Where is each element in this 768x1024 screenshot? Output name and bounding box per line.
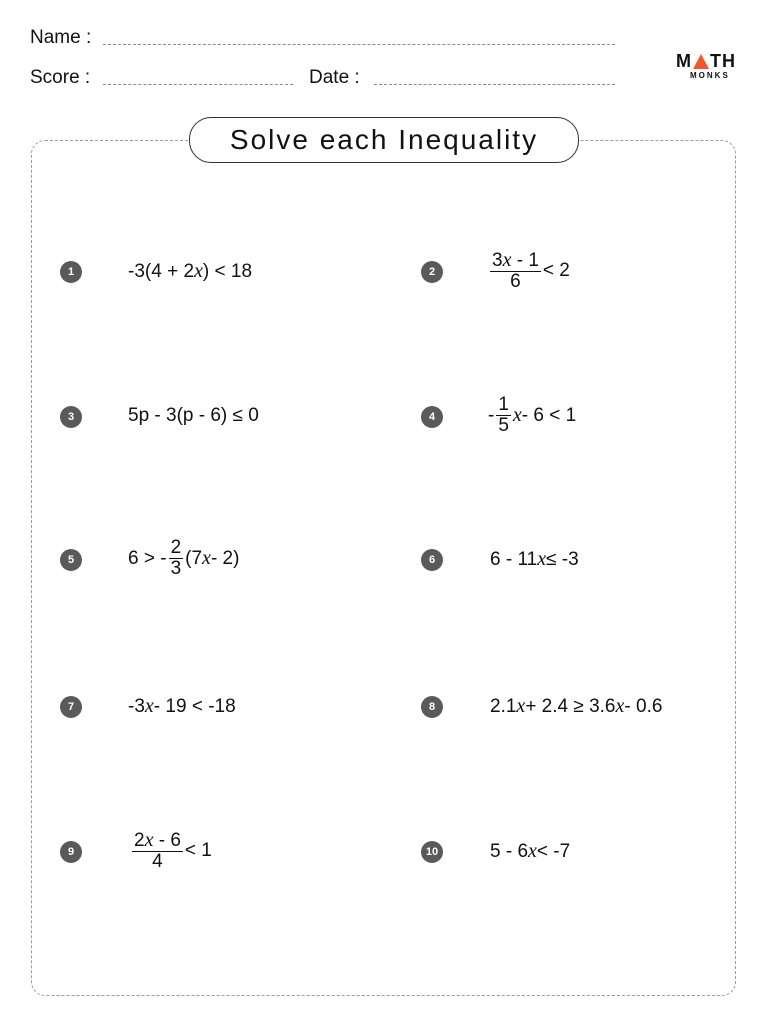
problem-5-expression: 6 > - $\frac{2}{3}$ (7 x - 2) (128, 537, 240, 579)
logo-letters-th: TH (710, 51, 736, 71)
problem-6-expression: 6 - 11 x ≤ -3 (490, 548, 579, 570)
date-label: Date : (309, 67, 360, 88)
problem-number: 10 (421, 841, 443, 863)
fraction: $\frac{2}{3}$ (170, 537, 182, 579)
problem-4-expression: - $\frac{1}{5}$ x - 6 < 1 (488, 394, 577, 436)
problem-3-expression: 5p - 3(p - 6) ≤ 0 (128, 405, 259, 426)
problem-8-expression: 2.1 x + 2.4 ≥ 3.6 x - 0.6 (490, 695, 663, 717)
problem-2-expression: $\frac{3x - 1}{6}$ < 2 (492, 249, 570, 292)
fraction: $\frac{2x - 6}{4}$ (134, 829, 181, 872)
fraction: $\frac{1}{5}$ (498, 394, 509, 436)
problem-number: 4 (421, 406, 443, 428)
problem-number: 9 (60, 841, 82, 863)
name-field[interactable] (103, 44, 615, 45)
fraction: $\frac{3x - 1}{6}$ (492, 249, 539, 292)
worksheet-title: Solve each Inequality (189, 117, 579, 163)
problem-10-expression: 5 - 6 x < -7 (490, 840, 571, 862)
problem-9-expression: $\frac{2x - 6}{4}$ < 1 (134, 829, 212, 872)
problem-number: 2 (421, 261, 443, 283)
problem-number: 7 (60, 696, 82, 718)
logo-subtitle: MONKS (690, 71, 730, 80)
date-field[interactable] (374, 84, 615, 85)
problem-number: 3 (60, 406, 82, 428)
logo-triangle-icon (693, 54, 709, 69)
problem-number: 5 (60, 549, 82, 571)
problem-number: 8 (421, 696, 443, 718)
problem-number: 1 (60, 261, 82, 283)
math-monks-logo (676, 52, 746, 82)
logo-letter-m: M (676, 51, 692, 71)
score-field[interactable] (103, 84, 293, 85)
problem-number: 6 (421, 549, 443, 571)
score-label: Score : (30, 67, 91, 88)
name-label: Name : (30, 27, 92, 48)
problem-1-expression: -3(4 + 2 x ) < 18 (128, 260, 253, 282)
problem-7-expression: -3 x - 19 < -18 (128, 695, 236, 717)
